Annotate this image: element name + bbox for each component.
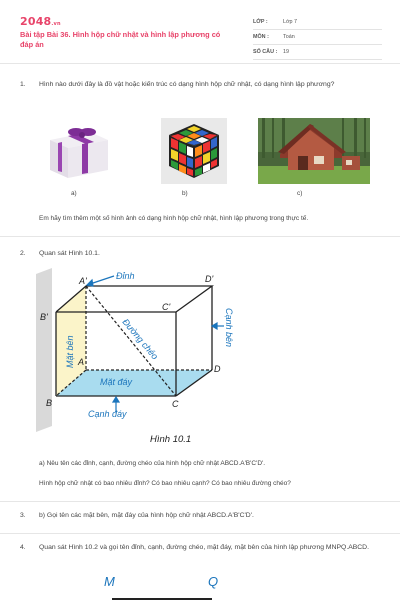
- divider: [0, 236, 400, 237]
- arrow-dinh: [90, 276, 114, 284]
- label-duong-cheo: Đường chéo: [120, 316, 161, 362]
- question-text: Quan sát Hình 10.1.: [39, 250, 100, 257]
- meta-value: 19: [283, 49, 289, 55]
- figure-10-2: [90, 570, 240, 600]
- label-canh-day: Cạnh đáy: [88, 409, 127, 419]
- meta-key: SỐ CÂU :: [253, 49, 278, 55]
- arrow-head: [87, 280, 93, 286]
- question-number: 2.: [20, 250, 26, 257]
- house-image: [258, 118, 370, 184]
- vertex-a: A: [78, 357, 85, 367]
- rubiks-cube-image: [161, 118, 227, 184]
- vertex-c-prime: C': [162, 302, 171, 312]
- figure-caption: Hình 10.1: [150, 434, 192, 445]
- divider: [0, 501, 400, 502]
- caption-c: c): [297, 190, 303, 197]
- question-number: 3.: [20, 512, 26, 519]
- label-mat-ben: Mặt bên: [65, 335, 75, 368]
- vertex-b: B: [46, 398, 53, 408]
- page-header: [20, 13, 382, 59]
- vertex-b-prime: B': [40, 312, 48, 322]
- vertex-a-prime: A': [79, 276, 87, 286]
- logo-main: 2048: [20, 15, 52, 28]
- label-dinh: Đỉnh: [116, 271, 135, 281]
- label-canh-ben: Cạnh bên: [224, 308, 234, 348]
- label-mat-day: Mặt đáy: [100, 377, 133, 387]
- arrow-head: [212, 323, 217, 329]
- site-logo[interactable]: [20, 15, 61, 28]
- meta-table: [253, 15, 382, 60]
- question-number: 4.: [20, 544, 26, 551]
- vertex-m: M: [104, 574, 115, 589]
- arrow-head: [113, 397, 119, 402]
- question-1-followup: Em hãy tìm thêm một số hình ảnh có dạng hình hộp chữ nhật, hình lập phương trong thực tế.: [39, 215, 309, 222]
- question-3: [20, 511, 382, 523]
- meta-row-count: [253, 45, 382, 60]
- vertex-c: C: [172, 399, 179, 409]
- divider: [0, 63, 400, 64]
- question-2-part-a-2: Hình hộp chữ nhật có bao nhiêu đỉnh? Có bao nhiêu cạnh? Có bao nhiêu đường chéo?: [39, 480, 291, 487]
- vertex-d-prime: D': [205, 274, 214, 284]
- caption-a: a): [71, 190, 77, 197]
- meta-key: MÔN :: [253, 34, 269, 40]
- question-number: 1.: [20, 81, 26, 88]
- meta-key: LỚP :: [253, 19, 268, 25]
- meta-row-class: [253, 15, 382, 30]
- question-1: [20, 80, 382, 104]
- meta-value: Toán: [283, 34, 295, 40]
- caption-b: b): [182, 190, 188, 197]
- vertex-q: Q: [208, 574, 219, 589]
- question-2: [20, 249, 382, 261]
- meta-value: Lớp 7: [283, 19, 298, 25]
- divider: [0, 533, 400, 534]
- logo-sub: .vn: [51, 21, 61, 27]
- gift-box-image: [46, 118, 112, 184]
- question-text: Quan sát Hình 10.2 và gọi tên đỉnh, cạnh, đường chéo, mặt đáy, mặt bên của hình lập phương MNPQ.ABCD.: [39, 544, 369, 551]
- question-text: b) Gọi tên các mặt bên, mặt đáy của hình hộp chữ nhật ABCD.A'B'C'D'.: [39, 512, 254, 519]
- vertex-d: D: [214, 364, 221, 374]
- question-text: Hình nào dưới đây là đồ vật hoặc kiến trúc có dạng hình hộp chữ nhật, có dạng hình lập phương?: [39, 81, 335, 88]
- page-title: Bài tập Bài 36. Hình hộp chữ nhật và hình lập phương có đáp án: [20, 30, 221, 49]
- figure-10-1: [36, 266, 246, 450]
- question-2-part-a: a) Nêu tên các đỉnh, cạnh, đường chéo của hình hộp chữ nhật ABCD.A'B'C'D'.: [39, 460, 266, 467]
- meta-row-subject: [253, 30, 382, 45]
- question-4: [20, 543, 382, 567]
